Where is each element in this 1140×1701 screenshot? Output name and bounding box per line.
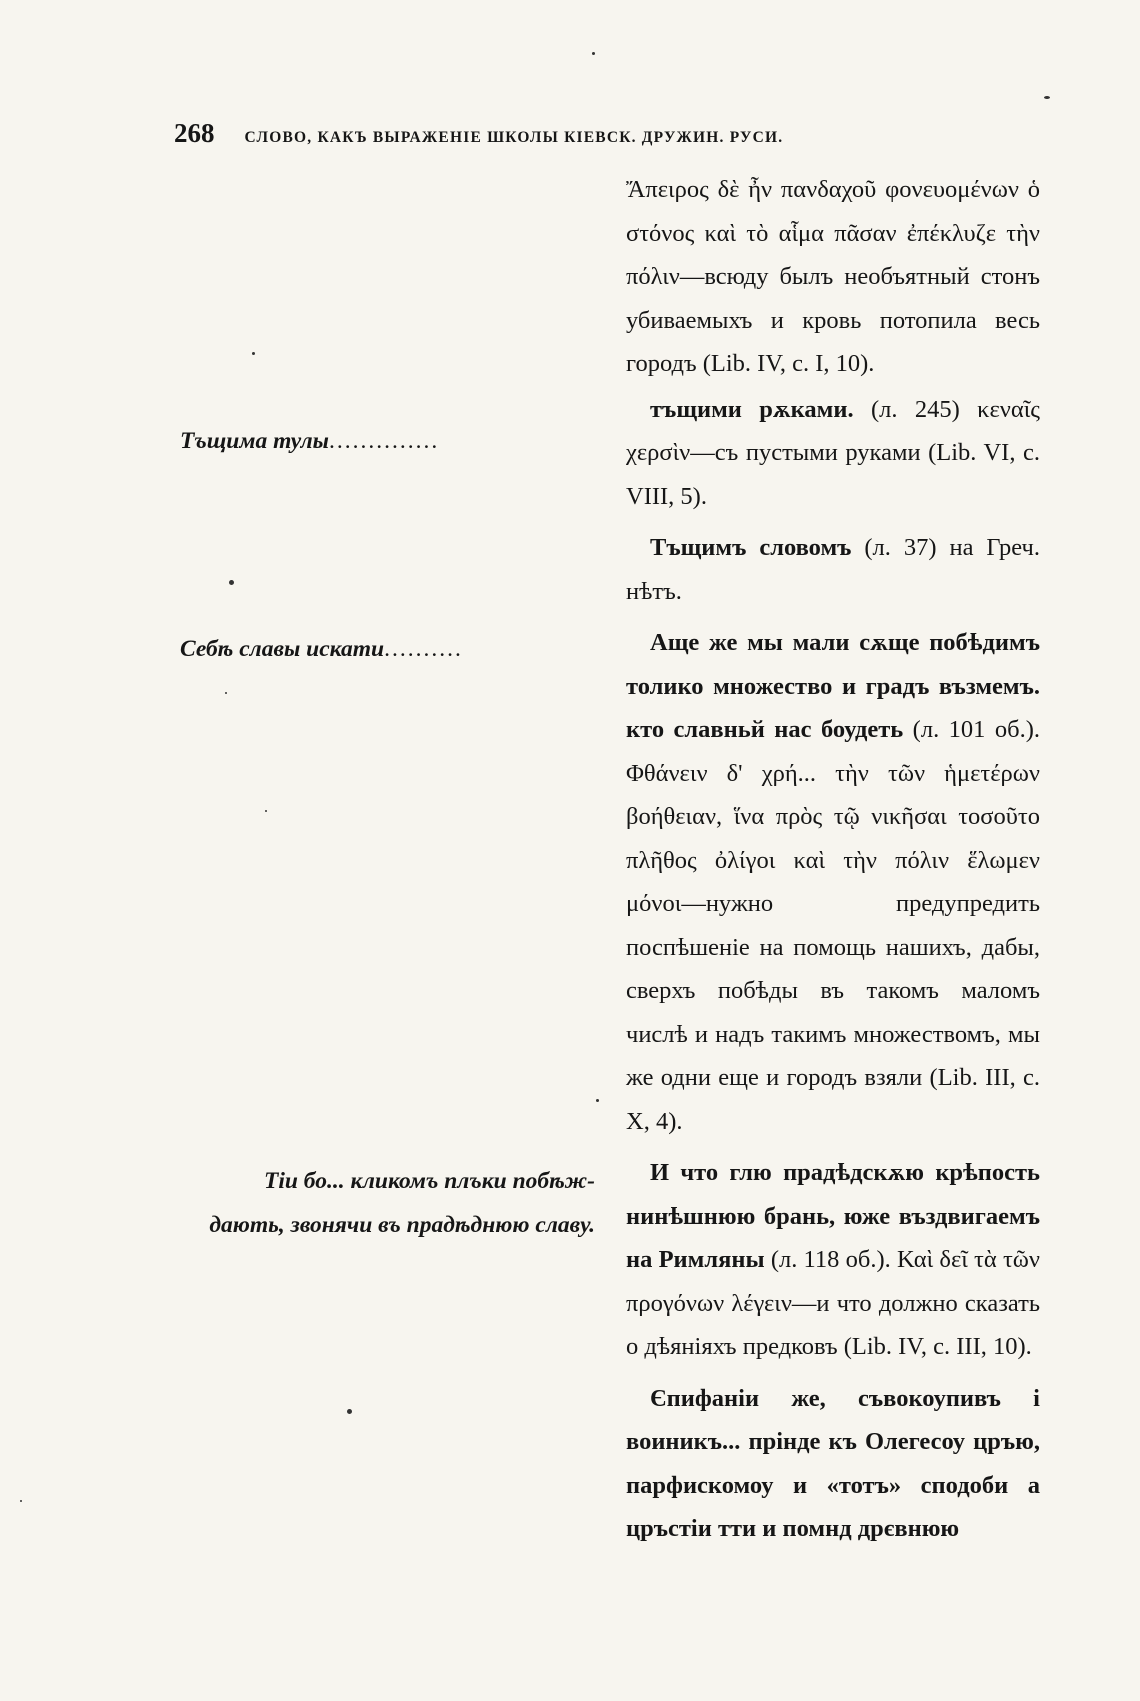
- left-entry-line: дають, звонячи въ прадѣднюю славу.: [209, 1211, 595, 1238]
- slavonic-quote: И что глю прадѣдскѫю крѣпость нинѣшнюю брань, юже въздвигаемъ на Римляны: [626, 1159, 1040, 1273]
- paragraph-6: [626, 1377, 1040, 1551]
- scan-speck: [592, 52, 595, 55]
- russian-translation: —нужно предупредить поспѣшеніе на помощь нашихъ, дабы, сверхъ побѣды въ такомъ маломъ числѣ и надъ такимъ множествомъ, мы же одни еще и городъ взяли (Lib. III, c. X, 4).: [626, 890, 1040, 1135]
- folio-reference: (л. 37) на Греч. нѣтъ.: [626, 534, 1040, 605]
- scan-speck: [265, 810, 267, 812]
- paragraph-5: [626, 1151, 1040, 1369]
- running-head: СЛОВО, КАКЪ ВЫРАЖЕНІЕ ШКОЛЫ КІЕВСК. ДРУЖИН. РУСИ.: [244, 129, 784, 146]
- left-entry-3: [175, 1160, 595, 1247]
- right-column: [626, 168, 1040, 1551]
- slavonic-quote: Тъщимъ словомъ: [650, 534, 852, 561]
- slavonic-quote: Аще же мы мали сѫще побѣдимъ толико множество и градъ възмемъ. кто славньй нас боудеть: [626, 629, 1040, 743]
- left-entry-line: Тіи бо... кликомъ плъки побѣж-: [263, 1168, 595, 1194]
- left-entry-text: Себѣ славы искати: [180, 636, 385, 662]
- folio-reference: (л. 101 об.).: [903, 716, 1040, 743]
- paragraph-2: [626, 388, 1040, 519]
- scan-speck: [596, 1099, 599, 1102]
- page-number: 268: [174, 118, 215, 148]
- folio-reference: (л. 118 об.).: [764, 1246, 897, 1273]
- leader-dots: ..............: [328, 428, 440, 454]
- left-entry-text: Тъщима тулы: [180, 428, 329, 454]
- scan-speck: [347, 1409, 352, 1414]
- paragraph-3: [626, 526, 1040, 613]
- russian-translation: —съ пустыми руками (Lib. VI, c. VIII, 5).: [626, 439, 1040, 510]
- paragraph-4: [626, 621, 1040, 1143]
- scan-speck: [20, 1500, 22, 1502]
- russian-translation: —всюду былъ необъятный стонъ убиваемыхъ и кровь потопила весь городъ (Lib. IV, c. I, 10).: [626, 263, 1040, 377]
- left-entry-2: [180, 628, 590, 672]
- greek-quote: Φθάνειν δ' χρή... τὴν τῶν ἡμετέρων βοήθειαν, ἵνα πρὸς τῷ νικῆσαι τοσοῦτο πλῆθος ὀλίγοι καὶ τὴν πόλιν ἕλωμεν μόνοι: [626, 759, 1040, 917]
- slavonic-quote: тъщими рѫками.: [650, 395, 854, 423]
- scan-speck: [225, 692, 227, 694]
- scan-speck: [1044, 96, 1050, 99]
- folio-reference: (л. 245): [853, 395, 978, 423]
- page-header: [174, 118, 974, 158]
- left-entry-1: [180, 420, 590, 464]
- paragraph-1: [626, 168, 1040, 386]
- slavonic-quote: Єпифаніи же, съвокоупивъ і воиникъ... прінде къ Олегесоу цръю, парфискомоу и «тотъ» сподоби а цръстіи тти и помнд дрєвнюю: [626, 1384, 1040, 1542]
- leader-dots: ..........: [384, 636, 463, 662]
- greek-quote: Ἄπειρος δὲ ἦν πανδαχοῦ φονευομένων ὁ στόνος καὶ τὸ αἷμα πᾶσαν ἐπέκλυζε τὴν πόλιν: [626, 176, 1040, 290]
- greek-quote: Καὶ δεῖ τὰ τῶν προγόνων λέγειν: [626, 1246, 1040, 1317]
- greek-quote: κεναῖς χερσὶν: [626, 395, 1040, 466]
- scan-speck: [252, 352, 255, 355]
- scan-speck: [229, 580, 234, 585]
- russian-translation: —и что должно сказать о дѣяніяхъ предковъ (Lib. IV, c. III, 10).: [626, 1289, 1040, 1360]
